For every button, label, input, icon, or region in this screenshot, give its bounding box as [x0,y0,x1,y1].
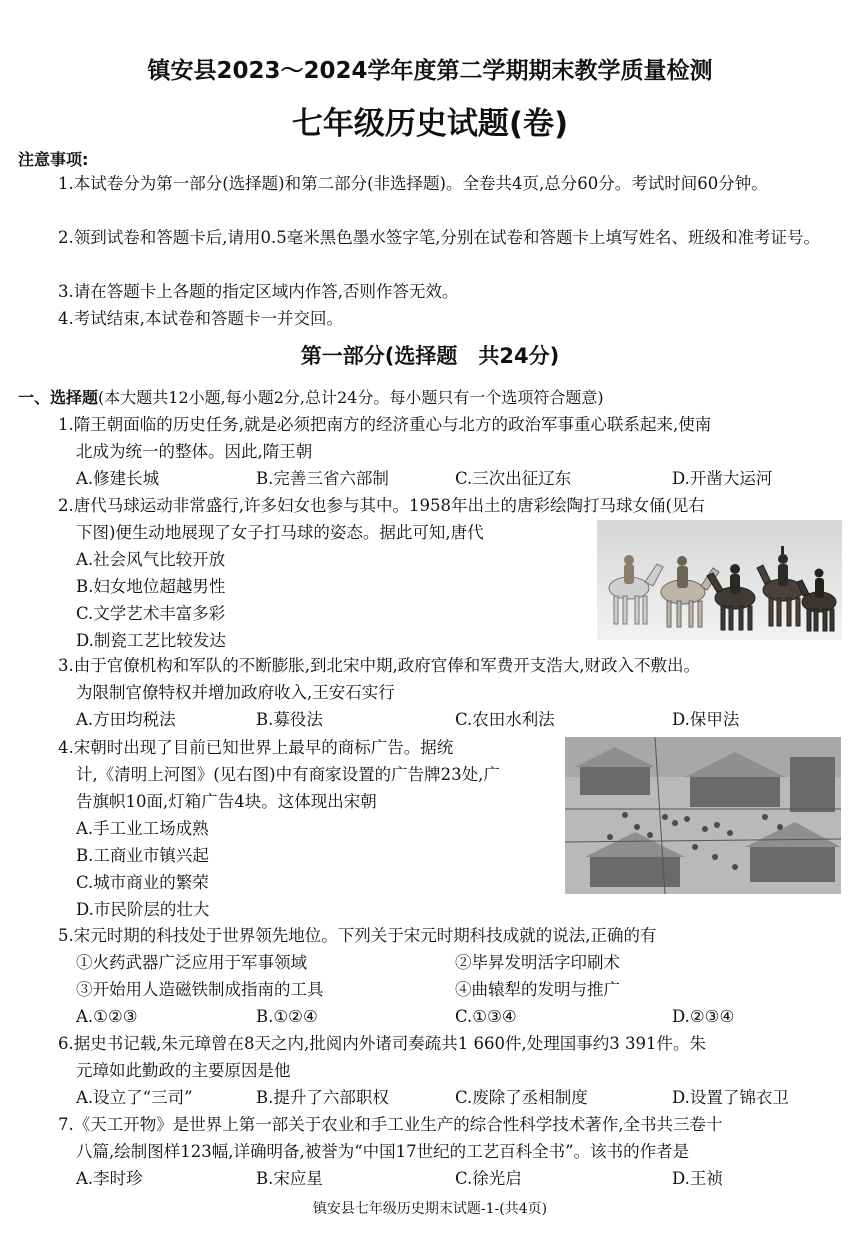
q2-stem-line1: 2.唐代马球运动非常盛行,许多妇女也参与其中。1958年出土的唐彩绘陶打马球女俑(见右 [58,496,705,515]
q5-stem-line1: 5.宋元时期的科技处于世界领先地位。下列关于宋元时期科技成就的说法,正确的有 [58,926,657,945]
q4-stem-line1: 4.宋朝时出现了目前已知世界上最早的商标广告。据统 [58,738,454,757]
q5-item-2: ②毕昇发明活字印刷术 [455,953,620,972]
polo-figurines-photo [597,520,842,640]
q5-option-b: B.①②④ [256,1007,318,1026]
q1-option-c: C.三次出征辽东 [455,469,572,488]
notice-item-4: 4.考试结束,本试卷和答题卡一并交回。 [58,309,343,328]
q7-option-b: B.宋应星 [256,1169,323,1188]
q6-option-c: C.废除了丞相制度 [455,1088,588,1107]
q4-stem-line2: 计,《清明上河图》(见右图)中有商家设置的广告牌23处,广 [76,765,500,784]
q1-option-d: D.开凿大运河 [672,469,773,488]
q4-stem-line3: 告旗帜10面,灯箱广告4块。这体现出宋朝 [76,792,377,811]
q7-stem-line2: 八篇,绘制图样123幅,详确明备,被誉为“中国17世纪的工艺百科全书”。该书的作者是 [76,1142,690,1161]
q3-option-b: B.募役法 [256,710,323,729]
q4-option-d: D.市民阶层的壮大 [76,900,210,919]
section-intro-label: 一、选择题 [18,388,99,407]
q5-option-c: C.①③④ [455,1007,517,1026]
exam-title: 七年级历史试题(卷) [291,106,569,142]
section-intro-text: (本大题共12小题,每小题2分,总计24分。每小题只有一个选项符合题意) [98,388,604,407]
q3-option-d: D.保甲法 [672,710,740,729]
exam-header-line1: 镇安县2023～2024学年度第二学期期末教学质量检测 [147,58,713,84]
q6-option-a: A.设立了“三司” [76,1088,193,1107]
q1-stem-line1: 1.隋王朝面临的历史任务,就是必须把南方的经济重心与北方的政治军事重心联系起来,使南 [58,415,712,434]
q3-option-c: C.农田水利法 [455,710,555,729]
q1-option-b: B.完善三省六部制 [256,469,389,488]
qingming-scroll-photo [565,737,841,894]
q7-option-a: A.李时珍 [76,1169,143,1188]
q2-option-b: B.妇女地位超越男性 [76,577,226,596]
q5-item-4: ④曲辕犁的发明与推广 [455,980,620,999]
q6-option-b: B.提升了六部职权 [256,1088,389,1107]
q1-option-a: A.修建长城 [76,469,160,488]
q7-option-d: D.王祯 [672,1169,723,1188]
section-title: 第一部分(选择题 共24分) [300,344,560,368]
q7-stem-line1: 7.《天工开物》是世界上第一部关于农业和手工业生产的综合性科学技术著作,全书共三卷十 [58,1115,723,1134]
q2-stem-line2: 下图)便生动地展现了女子打马球的姿态。据此可知,唐代 [76,523,484,542]
q3-stem-line1: 3.由于官僚机构和军队的不断膨胀,到北宋中期,政府官俸和军费开支浩大,财政入不敷出。 [58,656,700,675]
q2-option-d: D.制瓷工艺比较发达 [76,631,226,650]
page-footer: 镇安县七年级历史期末试题-1-(共4页) [312,1201,548,1217]
notice-item-3: 3.请在答题卡上各题的指定区域内作答,否则作答无效。 [58,282,459,301]
q2-option-c: C.文学艺术丰富多彩 [76,604,226,623]
q3-stem-line2: 为限制官僚特权并增加政府收入,王安石实行 [76,683,395,702]
q4-option-c: C.城市商业的繁荣 [76,873,209,892]
q1-stem-line2: 北成为统一的整体。因此,隋王朝 [76,442,313,461]
q5-option-a: A.①②③ [76,1007,138,1026]
q5-item-1: ①火药武器广泛应用于军事领域 [76,953,307,972]
q2-option-a: A.社会风气比较开放 [76,550,226,569]
q4-option-b: B.工商业市镇兴起 [76,846,209,865]
notice-title: 注意事项: [18,150,89,169]
section-intro [18,384,604,411]
q6-stem-line2: 元璋如此勤政的主要原因是他 [76,1061,291,1080]
q6-option-d: D.设置了锦衣卫 [672,1088,789,1107]
q6-stem-line1: 6.据史书记载,朱元璋曾在8天之内,批阅内外诸司奏疏共1 660件,处理国事约3 391件。朱 [58,1034,706,1053]
q3-option-a: A.方田均税法 [76,710,176,729]
q4-option-a: A.手工业工场成熟 [76,819,209,838]
notice-item-1: 1.本试卷分为第一部分(选择题)和第二部分(非选择题)。全卷共4页,总分60分。考试时间60分钟。 [58,174,768,193]
q5-option-d: D.②③④ [672,1007,735,1026]
q7-option-c: C.徐光启 [455,1169,522,1188]
q5-item-3: ③开始用人造磁铁制成指南的工具 [76,980,324,999]
notice-item-2: 2.领到试卷和答题卡后,请用0.5毫米黑色墨水签字笔,分别在试卷和答题卡上填写姓名、班级和准考证号。 [58,228,820,247]
